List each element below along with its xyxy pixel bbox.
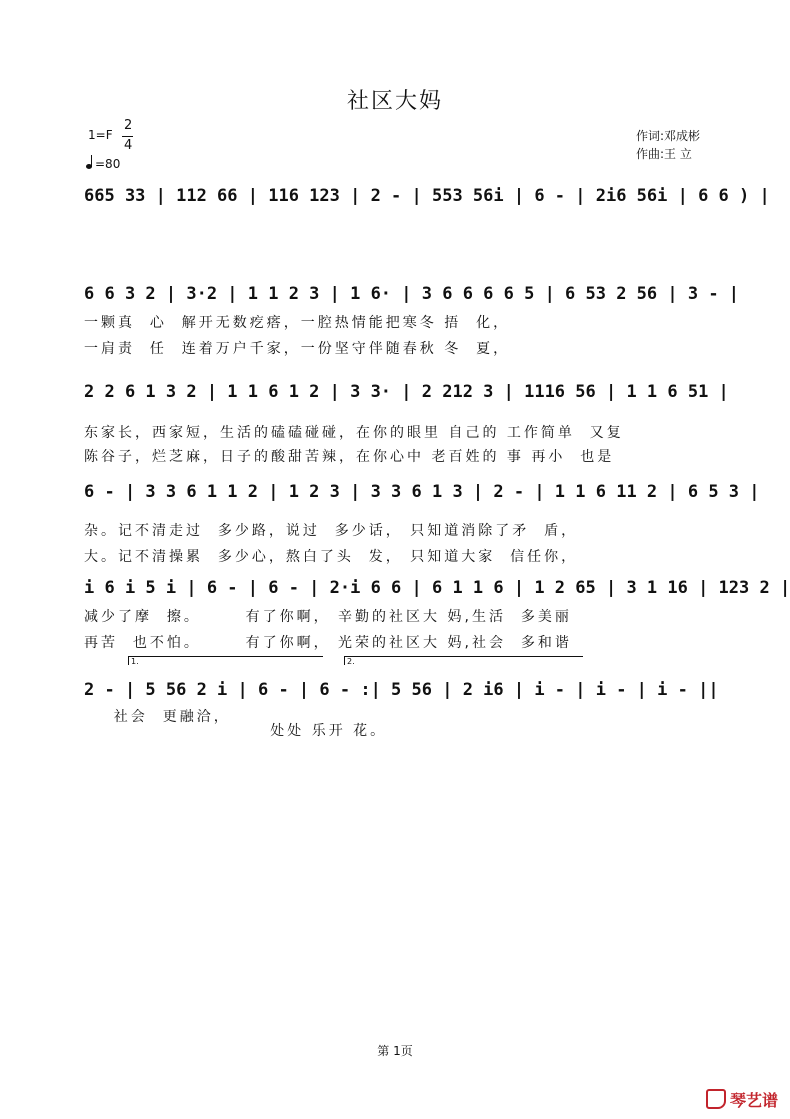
lyric-verse-1: 杂。记不清走过 多少路，说过 多少话， 只知道消除了矛 盾，	[84, 523, 579, 539]
notation-line: 665 33 | 112 66 | 116 123 | 2 - | 553 56i | 6 - | 2i6 56i | 6 6 ) |	[84, 186, 770, 206]
song-title: 社区大妈	[346, 89, 443, 114]
lyric-second-ending: 处处 乐开 花。	[84, 723, 388, 739]
logo-mark-icon	[706, 1089, 726, 1109]
volta-second-ending: 2.	[344, 656, 583, 665]
lyric-first-ending: 社会 更融洽，	[84, 709, 231, 725]
composer-credit: 作曲:王 立	[636, 147, 692, 161]
lyricist-credit: 作词:邓成彬	[636, 129, 701, 143]
lyric-verse-2: 大。记不清操累 多少心，熬白了头 发， 只知道大家 信任你，	[84, 549, 579, 565]
lyric-verse-2: 再苦 也不怕。 有了你啊， 光荣的社区大 妈,社会 多和谐	[84, 635, 572, 651]
note-stem-icon	[91, 155, 92, 167]
logo-text: 琴艺谱	[729, 1091, 778, 1110]
tempo-value: =80	[95, 157, 121, 171]
lyric-verse-2: 一肩责 任 连着万户千家，一份坚守伴随春秋 冬 夏，	[84, 341, 511, 357]
notation-line: i 6 i 5 i | 6 - | 6 - | 2·i 6 6 | 6 1 1 6 | 1 2 65 | 3 1 16 | 123 2 |	[84, 578, 790, 598]
lyric-verse-1: 一颗真 心 解开无数疙瘩，一腔热情能把寒冬 捂 化，	[84, 315, 511, 331]
page-number: 第 1页	[377, 1044, 413, 1058]
tempo-marking	[86, 155, 120, 171]
notation-line: 2 2 6 1 3 2 | 1 1 6 1 2 | 3 3· | 2 212 3 | 1116 56 | 1 1 6 51 |	[84, 382, 729, 402]
time-signature-denominator: 4	[124, 138, 133, 153]
time-signature-divider	[122, 136, 133, 137]
site-logo	[706, 1088, 778, 1111]
lyric-verse-2: 陈谷子，烂芝麻，日子的酸甜苦辣，在你心中 老百姓的 事 再小 也是	[84, 449, 615, 465]
time-signature-numerator: 2	[124, 118, 133, 133]
volta-first-ending: 1.	[128, 656, 323, 665]
key-signature: 1=F	[88, 128, 113, 142]
notation-line: 6 6 3 2 | 3·2 | 1 1 2 3 | 1 6· | 3 6 6 6 6 5 | 6 53 2 56 | 3 - |	[84, 284, 740, 304]
notation-line: 6 - | 3 3 6 1 1 2 | 1 2 3 | 3 3 6 1 3 | 2 - | 1 1 6 11 2 | 6 5 3 |	[84, 482, 760, 502]
lyric-verse-1: 东家长，西家短，生活的磕磕碰碰，在你的眼里 自己的 工作简单 又复	[84, 425, 624, 441]
notation-line: 2 - | 5 56 2 i | 6 - | 6 - :| 5 56 | 2 i6 | i - | i - | i - ||	[84, 680, 719, 700]
lyric-verse-1: 减少了摩 擦。 有了你啊， 辛勤的社区大 妈,生活 多美丽	[84, 609, 572, 625]
